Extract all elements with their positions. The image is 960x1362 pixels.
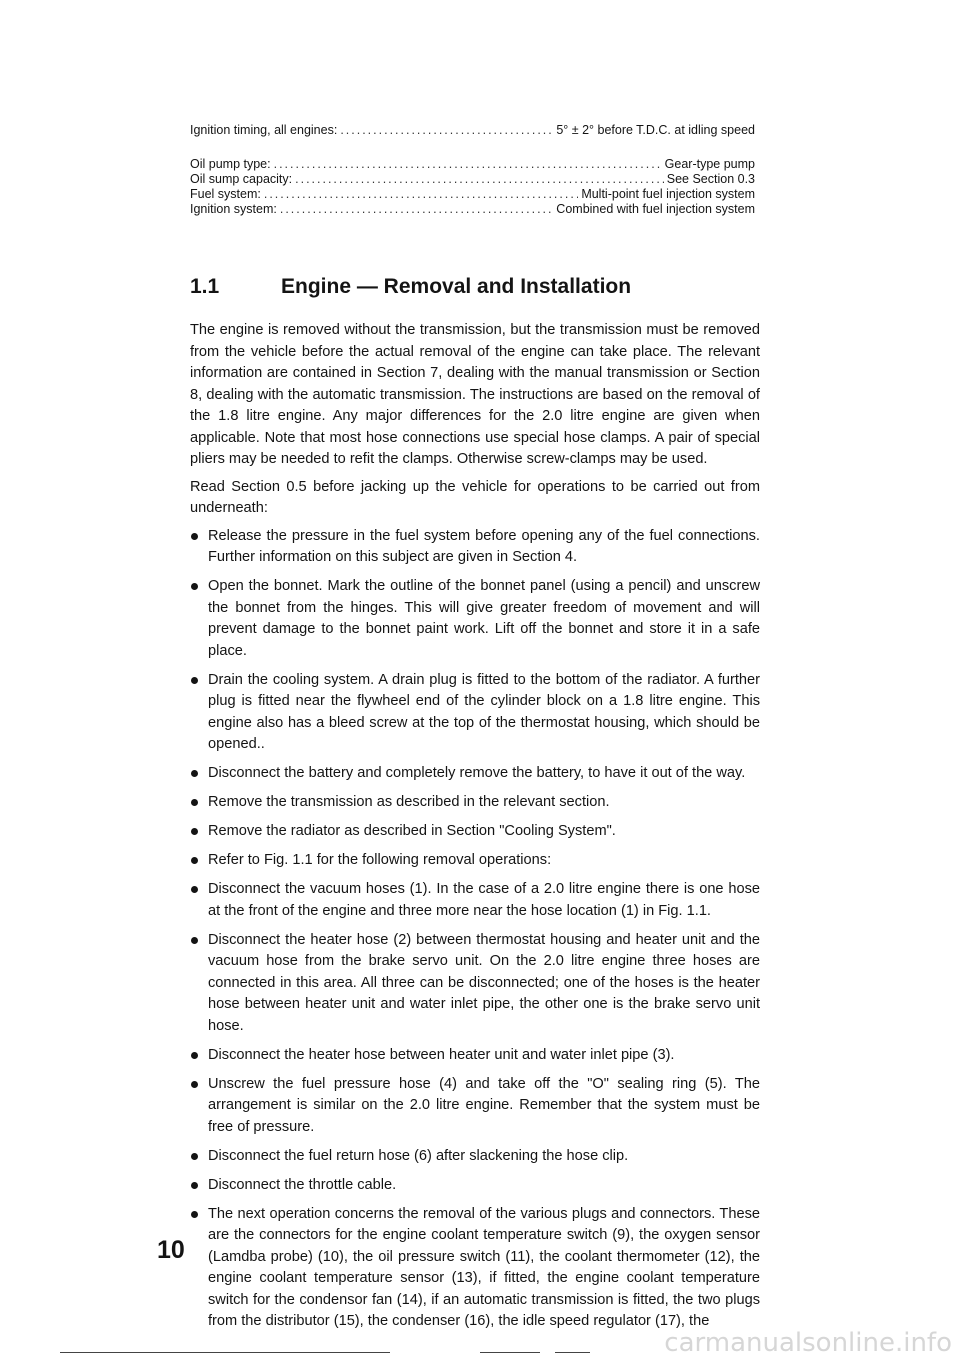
list-item: Disconnect the heater hose (2) between thermostat housing and heater unit and the vacuum hose from the brake servo unit. On the 2.0 litre engine three hoses are connected in this area. All three can be disconnected; one of the hoses is the heater hose between heater unit and water inlet pipe, the other one is the brake servo unit hose. (190, 930, 760, 1038)
spec-label: Ignition system: (190, 202, 277, 216)
bottom-rule (555, 1352, 590, 1353)
spec-label: Oil sump capacity: (190, 172, 293, 186)
list-item: Remove the radiator as described in Section "Cooling System". (190, 821, 760, 843)
list-item: Release the pressure in the fuel system before opening any of the fuel connections. Further information on this subject are given in Section 4. (190, 526, 760, 569)
spec-value: Multi-point fuel injection system (581, 187, 755, 201)
list-item: Disconnect the vacuum hoses (1). In the case of a 2.0 litre engine there is one hose at the front of the engine and three more near the hose location (1) in Fig. 1.1. (190, 879, 760, 922)
spec-value: 5° ± 2° before T.D.C. at idling speed (556, 123, 755, 137)
leader-dots (274, 157, 662, 172)
leader-dots (264, 187, 578, 202)
spec-value: Combined with fuel injection system (556, 202, 755, 216)
bottom-rule (480, 1352, 540, 1353)
list-item: Disconnect the heater hose between heater unit and water inlet pipe (3). (190, 1045, 760, 1067)
leader-dots (295, 172, 664, 187)
spec-label: Fuel system: (190, 187, 261, 201)
watermark-text: carmanualsonline.info (664, 1328, 952, 1358)
list-item: Open the bonnet. Mark the outline of the bonnet panel (using a pencil) and unscrew the bonnet from the hinges. This will give greater freedom of movement and will prevent damage to the bonnet paint work. Lift off the bonnet and store it in a safe place. (190, 576, 760, 662)
list-item: Disconnect the fuel return hose (6) after slackening the hose clip. (190, 1146, 760, 1168)
spec-oil-pump-type (190, 157, 755, 172)
spec-value: See Section 0.3 (666, 172, 755, 186)
leader-dots (340, 123, 553, 138)
spec-ignition-timing (190, 123, 755, 138)
list-item: Disconnect the battery and completely remove the battery, to have it out of the way. (190, 763, 760, 785)
list-item: Drain the cooling system. A drain plug is fitted to the bottom of the radiator. A further plug is fitted near the flywheel end of the cylinder block on a 1.8 litre engine. This engine also has a bleed screw at the top of the thermostat housing, which should be opened.. (190, 670, 760, 756)
list-item: Refer to Fig. 1.1 for the following removal operations: (190, 850, 760, 872)
list-item: Disconnect the throttle cable. (190, 1175, 760, 1197)
body-text (190, 320, 760, 1340)
paragraph-jacking: Read Section 0.5 before jacking up the vehicle for operations to be carried out from underneath: (190, 478, 760, 516)
spec-ignition-system (190, 202, 755, 217)
removal-steps-list (190, 526, 760, 1333)
list-item: Remove the transmission as described in the relevant section. (190, 792, 760, 814)
list-item: The next operation concerns the removal of the various plugs and connectors. These are the connectors for the engine coolant temperature switch (9), the oxygen sensor (Lamdba probe) (10), the oil pressure switch (11), the coolant thermometer (12), the engine coolant temperature sensor (13), if fitted, the engine coolant temperature switch for the condensor fan (14), if an automatic transmission is fitted, the two plugs from the distributor (15), the condenser (16), the idle speed regulator (17), the (190, 1204, 760, 1333)
spec-label: Ignition timing, all engines: (190, 123, 338, 137)
section-number: 1.1 (190, 275, 220, 298)
paragraph-intro: The engine is removed without the transmission, but the transmission must be removed from the vehicle before the actual removal of the engine can take place. The relevant information are contained in Section 7, dealing with the manual transmission or Section 8, dealing with the automatic transmission. The instructions are based on the removal of the 1.8 litre engine. Any major differences for the 2.0 litre engine are given when applicable. Note that most hose connections use special hose clamps. A pair of special pliers may be needed to refit the clamps. Otherwise screw-clamps may be used. (190, 322, 760, 467)
spec-label: Oil pump type: (190, 157, 271, 171)
bottom-rule (60, 1352, 390, 1353)
leader-dots (280, 202, 553, 217)
spec-value: Gear-type pump (664, 157, 755, 171)
page-number: 10 (157, 1236, 185, 1264)
spec-fuel-system (190, 187, 755, 202)
section-title: Engine — Removal and Installation (281, 275, 632, 298)
spec-oil-sump-capacity (190, 172, 755, 187)
list-item: Unscrew the fuel pressure hose (4) and take off the "O" sealing ring (5). The arrangement is similar on the 2.0 litre engine. Remember that the system must be free of pressure. (190, 1074, 760, 1139)
